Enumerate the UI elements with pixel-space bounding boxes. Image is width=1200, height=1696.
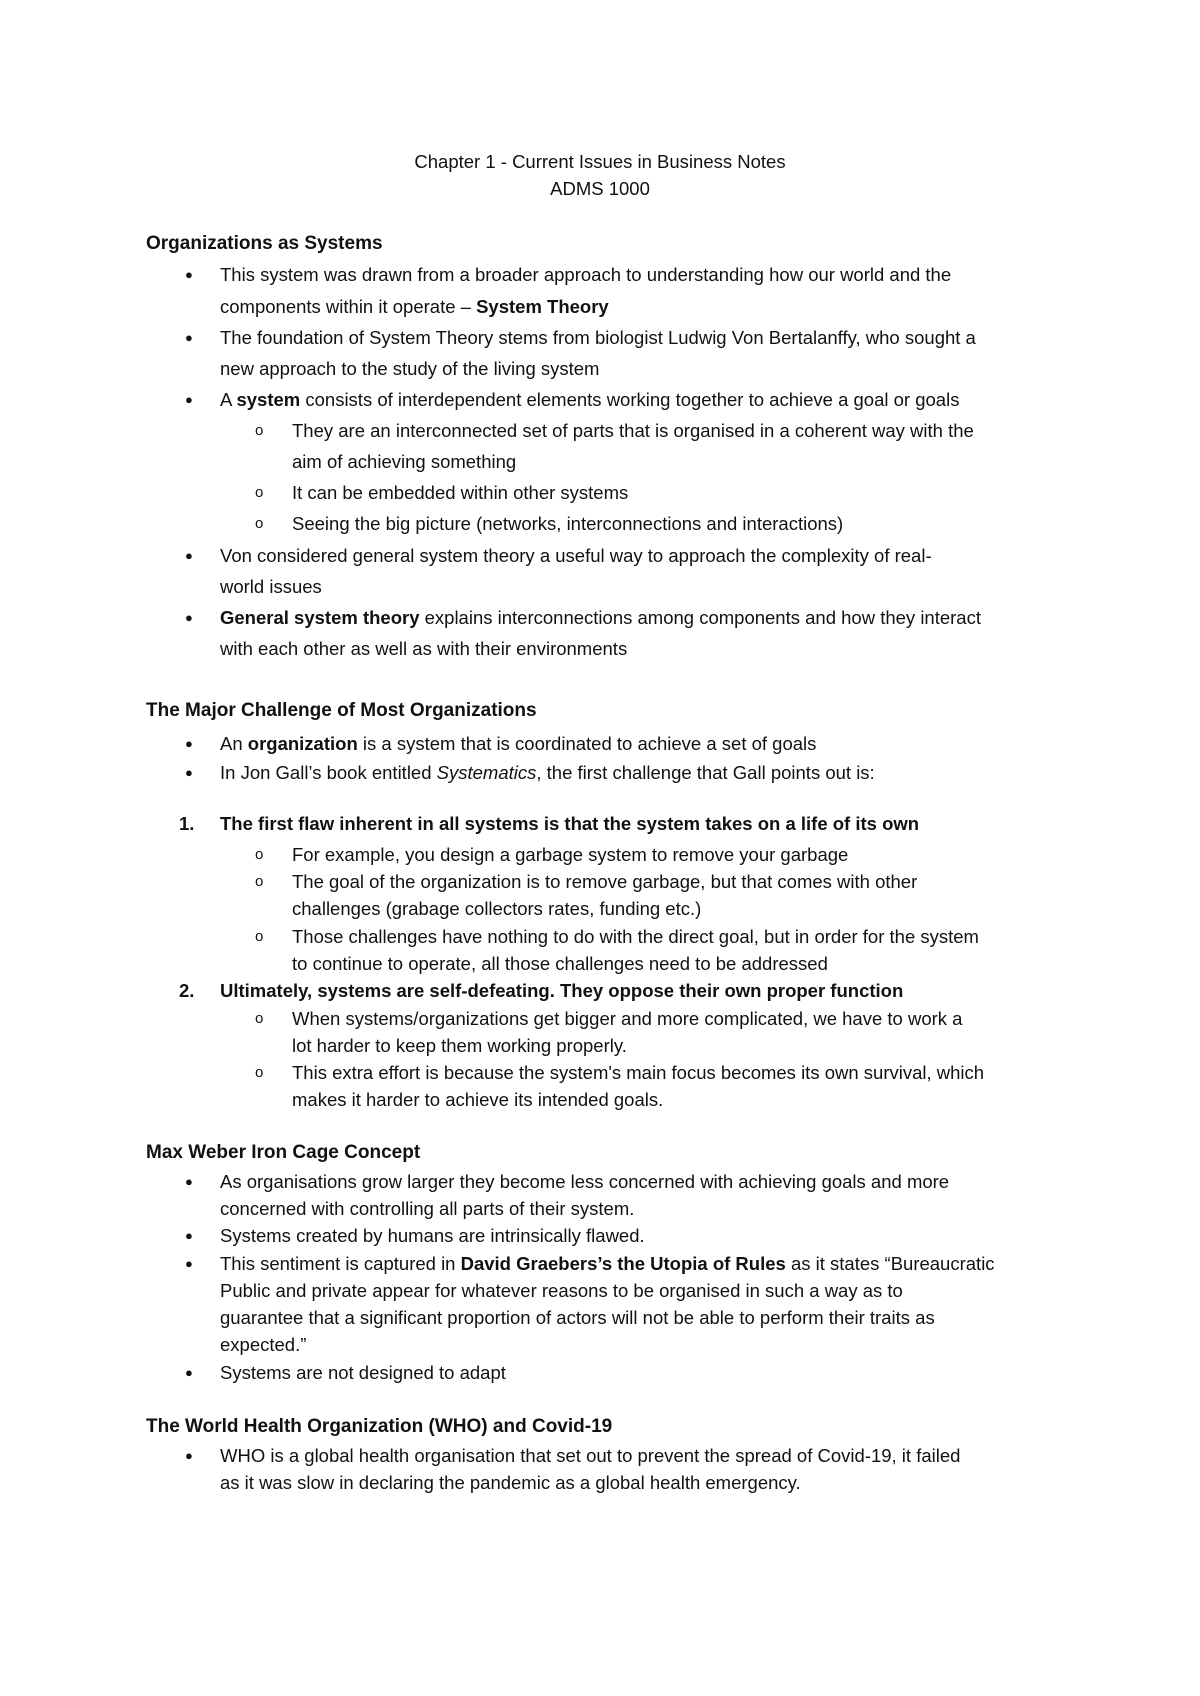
course-code: ADMS 1000: [550, 178, 650, 199]
sub-bullet-icon: o: [255, 515, 264, 532]
sub-list-item-continuation: lot harder to keep them working properly.: [292, 1035, 627, 1056]
document-title: Chapter 1 - Current Issues in Business Notes: [414, 151, 786, 172]
numbered-item: The first flaw inherent in all systems is that the system takes on a life of its own: [220, 813, 920, 834]
list-item: General system theory explains interconnections among components and how they interact: [220, 607, 981, 628]
list-item: This system was drawn from a broader approach to understanding how our world and the: [220, 264, 952, 285]
list-item: Systems are not designed to adapt: [220, 1362, 506, 1383]
list-item: This sentiment is captured in David Graebers’s the Utopia of Rules as it states “Bureaucratic: [220, 1253, 995, 1274]
sub-bullet-icon: o: [255, 1010, 264, 1027]
section-heading-organizations-as-systems: Organizations as Systems: [146, 233, 383, 254]
sub-list-item-continuation: makes it harder to achieve its intended goals.: [292, 1089, 664, 1110]
sub-list-item: Seeing the big picture (networks, interconnections and interactions): [292, 513, 844, 534]
bullet-icon: ●: [185, 1228, 193, 1243]
sub-list-item-continuation: challenges (grabage collectors rates, funding etc.): [292, 898, 702, 919]
sub-bullet-icon: o: [255, 484, 264, 501]
bullet-icon: ●: [185, 1448, 193, 1463]
sub-bullet-icon: o: [255, 1064, 264, 1081]
bullet-icon: ●: [185, 1256, 193, 1271]
list-item: As organisations grow larger they become less concerned with achieving goals and more: [220, 1171, 950, 1192]
sub-list-item: For example, you design a garbage system to remove your garbage: [292, 844, 849, 865]
sub-bullet-icon: o: [255, 928, 264, 945]
list-item: An organization is a system that is coordinated to achieve a set of goals: [220, 733, 817, 754]
bullet-icon: ●: [185, 1365, 193, 1380]
list-item: The foundation of System Theory stems from biologist Ludwig Von Bertalanffy, who sought a: [220, 327, 976, 348]
section-heading-iron-cage: Max Weber Iron Cage Concept: [146, 1142, 421, 1163]
list-item: Von considered general system theory a useful way to approach the complexity of real-: [220, 545, 932, 566]
list-item: In Jon Gall’s book entitled Systematics, the first challenge that Gall points out is:: [220, 762, 875, 783]
bullet-icon: ●: [185, 392, 193, 407]
sub-bullet-icon: o: [255, 422, 264, 439]
list-item-continuation: concerned with controlling all parts of their system.: [220, 1198, 635, 1219]
list-item: Systems created by humans are intrinsically flawed.: [220, 1225, 645, 1246]
list-item: A system consists of interdependent elements working together to achieve a goal or goals: [220, 389, 960, 410]
sub-bullet-icon: o: [255, 846, 264, 863]
sub-list-item: It can be embedded within other systems: [292, 482, 629, 503]
sub-list-item-continuation: to continue to operate, all those challenges need to be addressed: [292, 953, 828, 974]
sub-list-item: Those challenges have nothing to do with the direct goal, but in order for the system: [292, 926, 979, 947]
bullet-icon: ●: [185, 548, 193, 563]
sub-bullet-icon: o: [255, 873, 264, 890]
list-number: 1.: [179, 813, 195, 834]
list-item-continuation: with each other as well as with their environments: [220, 638, 628, 659]
list-item-continuation: world issues: [220, 576, 322, 597]
section-heading-major-challenge: The Major Challenge of Most Organizations: [146, 700, 537, 721]
list-item-continuation: guarantee that a significant proportion of actors will not be able to perform their traits as: [220, 1307, 935, 1328]
sub-list-item-continuation: aim of achieving something: [292, 451, 517, 472]
list-item-continuation: Public and private appear for whatever reasons to be organised in such a way as to: [220, 1280, 903, 1301]
sub-list-item: This extra effort is because the system's main focus becomes its own survival, which: [292, 1062, 985, 1083]
bullet-icon: ●: [185, 1174, 193, 1189]
list-number: 2.: [179, 980, 195, 1001]
list-item-continuation: new approach to the study of the living system: [220, 358, 600, 379]
bullet-icon: ●: [185, 610, 193, 625]
list-item: WHO is a global health organisation that set out to prevent the spread of Covid-19, it failed: [220, 1445, 961, 1466]
sub-list-item: When systems/organizations get bigger and more complicated, we have to work a: [292, 1008, 963, 1029]
sub-list-item: They are an interconnected set of parts that is organised in a coherent way with the: [292, 420, 974, 441]
bullet-icon: ●: [185, 330, 193, 345]
bullet-icon: ●: [185, 765, 193, 780]
bullet-icon: ●: [185, 736, 193, 751]
section-heading-who-covid: The World Health Organization (WHO) and Covid-19: [146, 1416, 613, 1437]
list-item-continuation: as it was slow in declaring the pandemic as a global health emergency.: [220, 1472, 801, 1493]
list-item-continuation: components within it operate – System Theory: [220, 296, 609, 317]
numbered-item: Ultimately, systems are self-defeating. They oppose their own proper function: [220, 980, 904, 1001]
list-item-continuation: expected.”: [220, 1334, 307, 1355]
sub-list-item: The goal of the organization is to remove garbage, but that comes with other: [292, 871, 918, 892]
bullet-icon: ●: [185, 267, 193, 282]
